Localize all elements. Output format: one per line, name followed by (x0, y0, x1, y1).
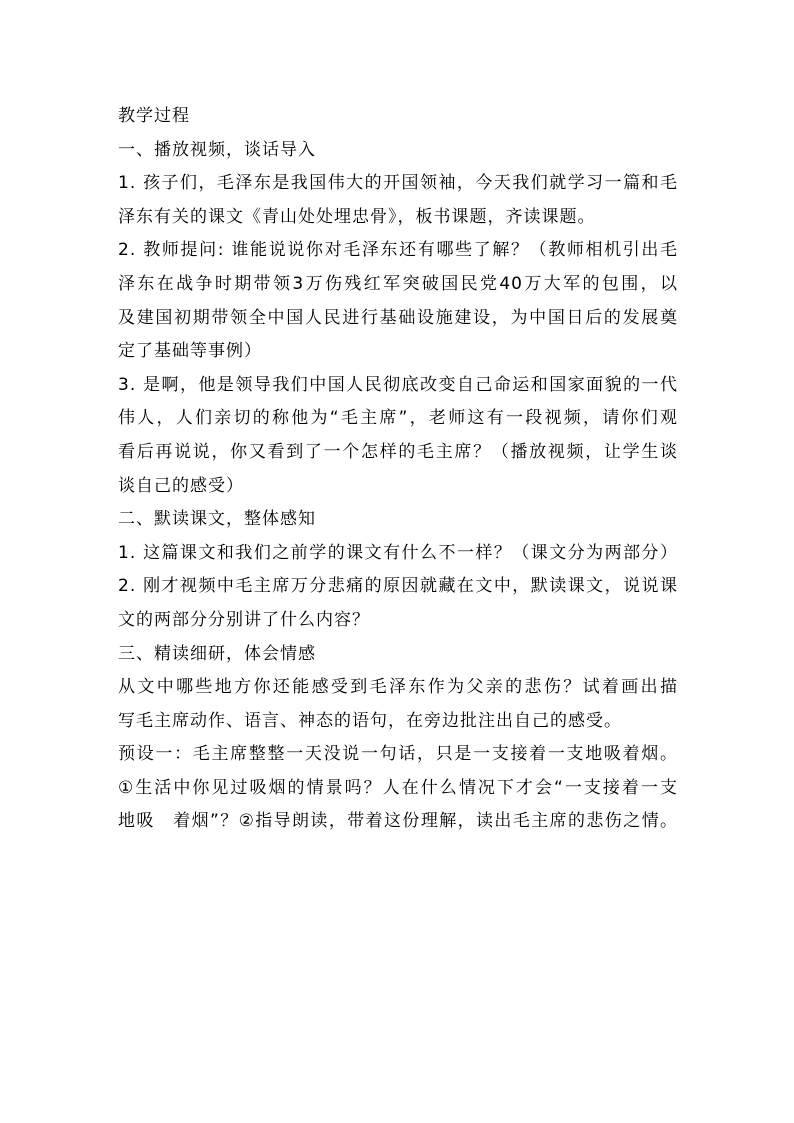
paragraph-line: 2. 刚才视频中毛主席万分悲痛的原因就藏在文中，默读课文，说说课 (118, 576, 678, 597)
paragraph-line: 3. 是啊，他是领导我们中国人民彻底改变自己命运和国家面貌的一代 (118, 374, 678, 395)
paragraph-line: 伟人，人们亲切的称他为“毛主席”，老师这有一段视频，请你们观 (118, 408, 678, 429)
section-heading-2: 二、默读课文，整体感知 (118, 509, 316, 530)
heading-teaching-process: 教学过程 (118, 106, 190, 126)
paragraph-line: ①生活中你见过吸烟的情景吗？人在什么情况下才会“一支接着一支 (118, 777, 678, 798)
paragraph-line: 看后再说说，你又看到了一个怎样的毛主席？（播放视频，让学生谈 (118, 441, 678, 462)
paragraph-line: 2. 教师提问: 谁能说说你对毛泽东还有哪些了解？（教师相机引出毛 (118, 240, 678, 261)
paragraph-line: 写毛主席动作、语言、神态的语句，在旁边批注出自己的感受。 (118, 710, 622, 731)
paragraph-line: 1. 这篇课文和我们之前学的课文有什么不一样？（课文分为两部分） (118, 542, 678, 563)
paragraph-line: 预设一：毛主席整整一天没说一句话，只是一支接着一支地吸着烟。 (118, 744, 678, 765)
paragraph-line: 泽东有关的课文《青山处处埋忠骨》，板书课题，齐读课题。 (118, 206, 596, 227)
section-heading-3: 三、精读细研，体会情感 (118, 643, 316, 664)
paragraph-line: 泽东在战争时期带领3万伤残红军突破国民党40万大军的包围，以 (118, 273, 678, 294)
paragraph-line: 地吸 着烟”？②指导朗读，带着这份理解，读出毛主席的悲伤之情。 (118, 811, 678, 832)
section-heading-1: 一、播放视频，谈话导入 (118, 139, 316, 160)
paragraph-line: 1. 孩子们，毛泽东是我国伟大的开国领袖，今天我们就学习一篇和毛 (118, 173, 678, 194)
paragraph-line: 定了基础等事例） (118, 341, 262, 362)
paragraph-line: 及建国初期带领全中国人民进行基础设施建设，为中国日后的发展奠 (118, 307, 678, 328)
document-page (118, 100, 678, 839)
paragraph-line: 从文中哪些地方你还能感受到毛泽东作为父亲的悲伤？试着画出描 (118, 677, 678, 698)
paragraph-line: 文的两部分分别讲了什么内容？ (118, 609, 370, 630)
paragraph-line: 谈自己的感受） (118, 475, 244, 496)
